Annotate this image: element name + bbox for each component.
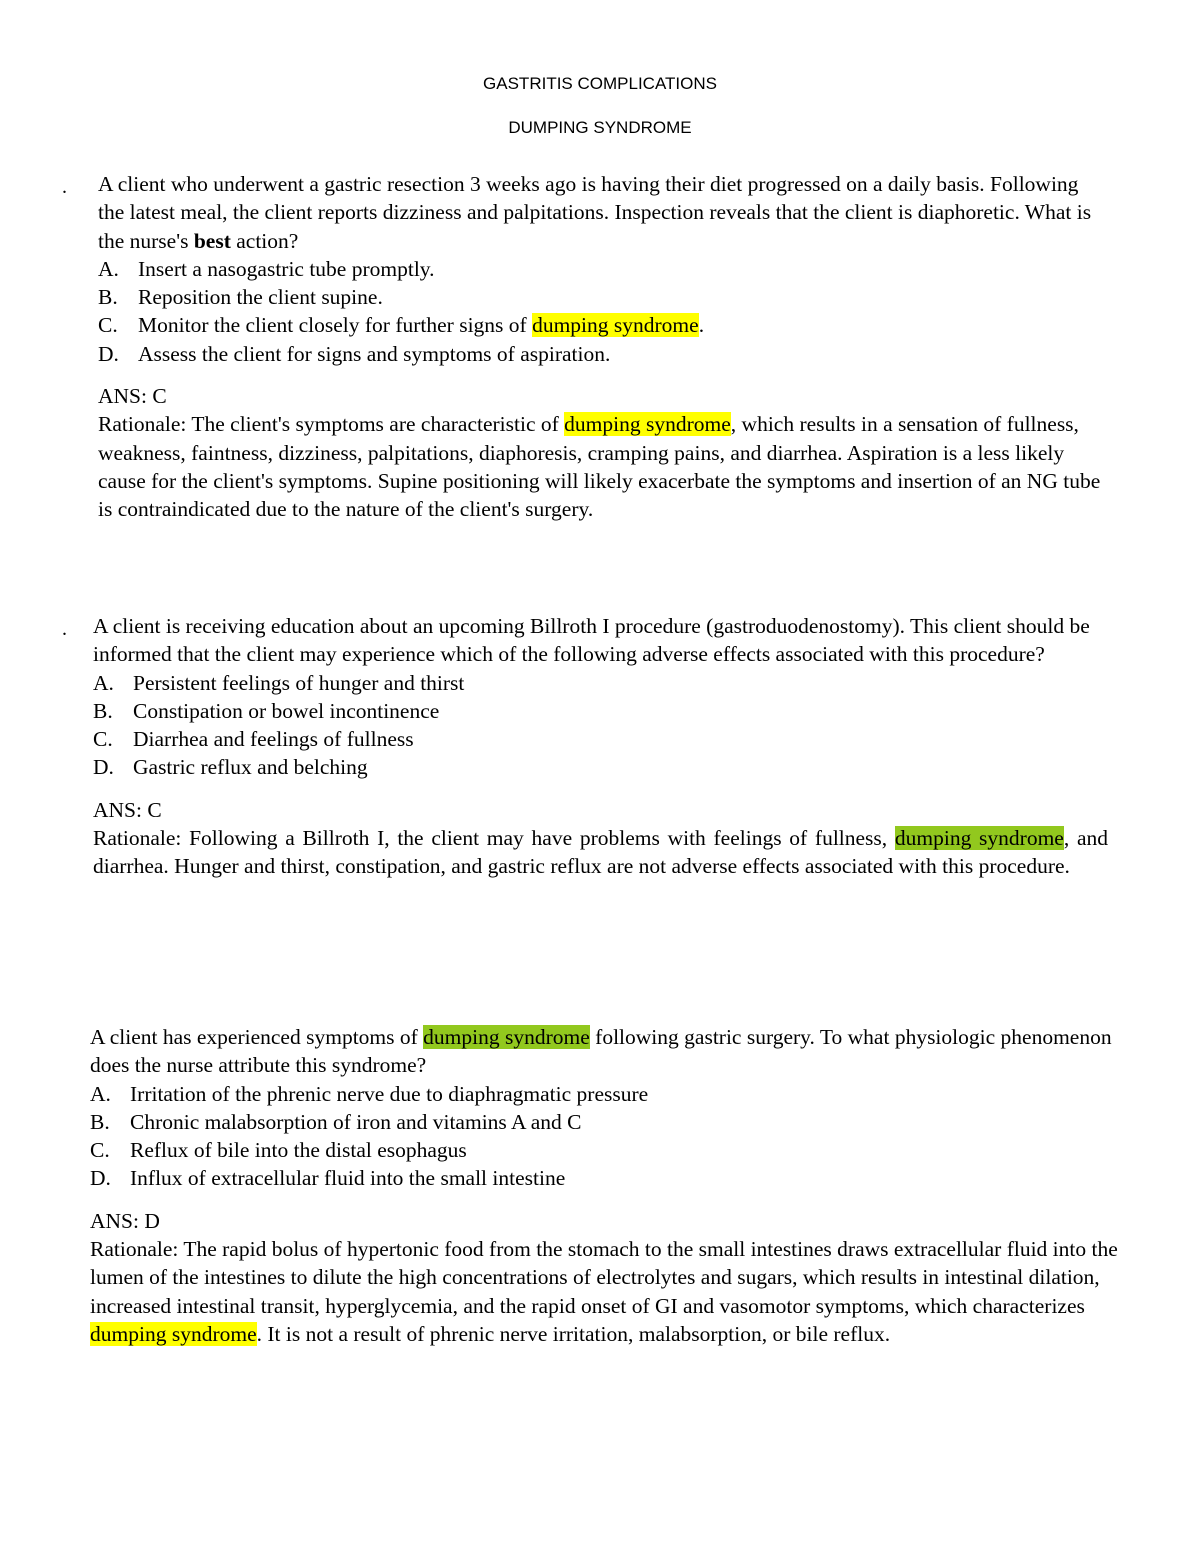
q1-option-a bbox=[98, 255, 1108, 283]
option-letter: B. bbox=[93, 698, 113, 723]
option-letter: C. bbox=[98, 313, 118, 338]
q1-option-d bbox=[98, 340, 1108, 368]
q3-rationale bbox=[90, 1235, 1120, 1348]
q3-option-c bbox=[90, 1136, 1120, 1164]
option-text: Chronic malabsorption of iron and vitamins A and C bbox=[130, 1109, 582, 1134]
option-text: Diarrhea and feelings of fullness bbox=[133, 727, 414, 752]
option-text-end: . bbox=[698, 313, 705, 338]
rationale-text-end: . It is not a result of phrenic nerve irritation, malabsorption, or bile reflux. bbox=[256, 1321, 891, 1346]
q2-rationale bbox=[93, 824, 1108, 881]
option-letter: B. bbox=[98, 285, 118, 310]
rationale-text: Rationale: The rapid bolus of hypertonic food from the stomach to the small intestines draws extracellular fluid into the lumen of the intestines to dilute the high concentrations of electrolytes and sugars, which results in intestinal dilation, increased intestinal transit, hyperglycemia, and the rapid onset of GI and vasomotor symptoms, which characterizes bbox=[90, 1237, 1118, 1318]
rationale-text: Rationale: The client's symptoms are characteristic of bbox=[98, 412, 565, 437]
q3-stem-text: A client has experienced symptoms of bbox=[90, 1025, 424, 1049]
option-letter: B. bbox=[90, 1109, 110, 1134]
q3-option-a bbox=[90, 1080, 1120, 1108]
highlighted-term: dumping syndrome bbox=[894, 826, 1064, 851]
q1-option-b bbox=[98, 283, 1108, 311]
option-text: Gastric reflux and belching bbox=[133, 755, 368, 780]
option-letter: C. bbox=[93, 727, 113, 752]
rationale-text: Rationale: Following a Billroth I, the client may have problems with feelings of fullness, bbox=[93, 826, 895, 851]
option-letter: A. bbox=[93, 670, 114, 695]
q1-bullet: . bbox=[62, 176, 67, 198]
q2-option-b bbox=[93, 697, 1108, 725]
q2-answer: ANS: C bbox=[93, 797, 162, 822]
q1-stem bbox=[98, 170, 1108, 255]
q1-answer: ANS: C bbox=[98, 384, 167, 409]
option-letter: A. bbox=[90, 1081, 111, 1106]
q3-answer: ANS: D bbox=[90, 1208, 160, 1233]
option-text: Monitor the client closely for further signs of bbox=[138, 313, 533, 338]
highlighted-term: dumping syndrome bbox=[532, 313, 699, 338]
option-text: Influx of extracellular fluid into the small intestine bbox=[130, 1166, 566, 1191]
option-letter: D. bbox=[93, 755, 114, 780]
q1-stem-bold: best bbox=[193, 228, 231, 253]
document-subtitle: DUMPING SYNDROME bbox=[508, 118, 692, 137]
document-title: GASTRITIS COMPLICATIONS bbox=[483, 74, 717, 93]
highlighted-term: dumping syndrome bbox=[423, 1025, 590, 1049]
q2-option-c bbox=[93, 725, 1108, 753]
q1-rationale bbox=[98, 410, 1108, 523]
option-letter: A. bbox=[98, 256, 119, 281]
q1-stem-text-end: action? bbox=[230, 228, 299, 253]
q3-stem bbox=[90, 1023, 1120, 1080]
option-text: Assess the client for signs and symptoms of aspiration. bbox=[138, 341, 611, 366]
q3-option-b bbox=[90, 1108, 1120, 1136]
question-2 bbox=[93, 612, 1108, 881]
q1-option-c bbox=[98, 311, 1108, 339]
q2-stem: A client is receiving education about an upcoming Billroth I procedure (gastroduodenostomy). This client should be informed that the client may experience which of the following adverse effects associated with this procedure? bbox=[93, 614, 1090, 667]
rationale-text-end: , and diarrhea. Hunger and thirst, constipation, and gastric reflux are not adverse effects associated with this procedure. bbox=[93, 826, 1108, 879]
option-letter: C. bbox=[90, 1138, 110, 1163]
q2-bullet: . bbox=[62, 618, 67, 640]
highlighted-term: dumping syndrome bbox=[90, 1321, 257, 1346]
option-text: Persistent feelings of hunger and thirst bbox=[133, 670, 465, 695]
option-text: Insert a nasogastric tube promptly. bbox=[138, 256, 435, 281]
option-text: Irritation of the phrenic nerve due to diaphragmatic pressure bbox=[130, 1081, 649, 1106]
question-3 bbox=[90, 1023, 1120, 1348]
q2-option-a bbox=[93, 669, 1108, 697]
option-text: Constipation or bowel incontinence bbox=[133, 698, 440, 723]
option-letter: D. bbox=[90, 1166, 111, 1191]
q3-option-d bbox=[90, 1164, 1120, 1192]
option-text: Reflux of bile into the distal esophagus bbox=[130, 1138, 467, 1163]
rationale-text-end: , which results in a sensation of fullness, weakness, faintness, dizziness, palpitations, diaphoresis, cramping pains, and diarrhea. Aspiration is a less likely cause for the client's symptoms. Supine positioning will likely exacerbate the symptoms and insertion of an NG tube is contraindicated due to the nature of the client's surgery. bbox=[98, 412, 1101, 522]
option-text: Reposition the client supine. bbox=[138, 285, 383, 310]
q1-stem-text: A client who underwent a gastric resection 3 weeks ago is having their diet progressed on a daily basis. Following the latest meal, the client reports dizziness and palpitations. Inspection reveals that the client is diaphoretic. What is the nurse's bbox=[98, 172, 1092, 253]
question-1 bbox=[98, 170, 1108, 524]
q2-option-d bbox=[93, 753, 1108, 781]
q3-stem-text-end: following gastric surgery. To what physiologic phenomenon does the nurse attribute this syndrome? bbox=[90, 1025, 1112, 1078]
option-letter: D. bbox=[98, 341, 119, 366]
highlighted-term: dumping syndrome bbox=[564, 412, 731, 437]
